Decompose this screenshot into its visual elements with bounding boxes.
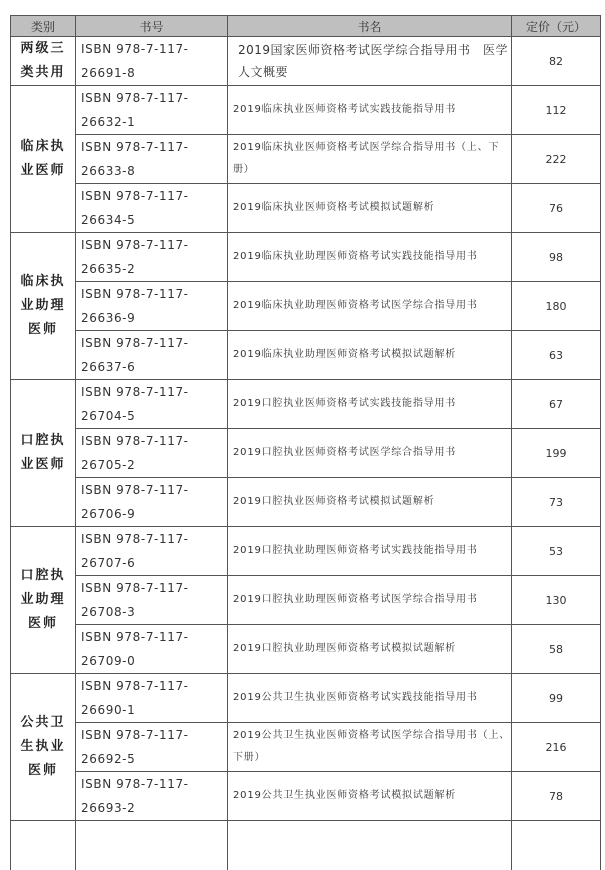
header-price: 定价（元）: [512, 16, 601, 37]
table-row: [11, 380, 601, 429]
isbn-cell: ISBN 978-7-117-26691-8: [76, 37, 228, 86]
price-cell: 222: [512, 135, 601, 184]
title-cell: 2019临床执业助理医师资格考试实践技能指导用书: [228, 233, 512, 282]
title-cell: 2019临床执业助理医师资格考试医学综合指导用书: [228, 282, 512, 331]
table-row: [11, 674, 601, 723]
title-cell: 2019口腔执业助理医师资格考试医学综合指导用书: [228, 576, 512, 625]
title-cell: 2019口腔执业助理医师资格考试模拟试题解析: [228, 625, 512, 674]
isbn-cell: ISBN 978-7-117-26690-1: [76, 674, 228, 723]
header-isbn: 书号: [76, 16, 228, 37]
price-cell: 130: [512, 576, 601, 625]
price-cell: 112: [512, 86, 601, 135]
category-cell: 临床执业助理医师: [11, 233, 76, 380]
title-cell: 2019临床执业医师资格考试实践技能指导用书: [228, 86, 512, 135]
table-row: [11, 576, 601, 625]
price-cell: 82: [512, 37, 601, 86]
title-cell: 2019公共卫生执业医师资格考试实践技能指导用书: [228, 674, 512, 723]
empty-cell: [512, 821, 601, 870]
table-row: [11, 625, 601, 674]
category-cell: 公共卫生执业医师: [11, 674, 76, 821]
isbn-cell: ISBN 978-7-117-26708-3: [76, 576, 228, 625]
table-row: [11, 772, 601, 821]
isbn-cell: ISBN 978-7-117-26636-9: [76, 282, 228, 331]
price-cell: 78: [512, 772, 601, 821]
price-cell: 180: [512, 282, 601, 331]
price-cell: 58: [512, 625, 601, 674]
isbn-cell: ISBN 978-7-117-26692-5: [76, 723, 228, 772]
header-title: 书名: [228, 16, 512, 37]
empty-cell: [11, 821, 76, 870]
title-cell: 2019口腔执业医师资格考试模拟试题解析: [228, 478, 512, 527]
isbn-cell: ISBN 978-7-117-26693-2: [76, 772, 228, 821]
title-cell: 2019临床执业医师资格考试模拟试题解析: [228, 184, 512, 233]
price-cell: 63: [512, 331, 601, 380]
table-row: [11, 723, 601, 772]
empty-cell: [228, 821, 512, 870]
isbn-cell: ISBN 978-7-117-26634-5: [76, 184, 228, 233]
table-body: [11, 37, 601, 870]
table-row-cut: [11, 821, 601, 870]
isbn-cell: ISBN 978-7-117-26635-2: [76, 233, 228, 282]
price-cell: 99: [512, 674, 601, 723]
table-row: [11, 233, 601, 282]
price-cell: 67: [512, 380, 601, 429]
title-cell: 2019临床执业医师资格考试医学综合指导用书（上、下册）: [228, 135, 512, 184]
table-row: [11, 135, 601, 184]
price-cell: 216: [512, 723, 601, 772]
title-cell: 2019临床执业助理医师资格考试模拟试题解析: [228, 331, 512, 380]
table-row: [11, 478, 601, 527]
table-row: [11, 86, 601, 135]
table-row: [11, 331, 601, 380]
category-cell: 口腔执业助理医师: [11, 527, 76, 674]
table-row: [11, 282, 601, 331]
header-category: 类别: [11, 16, 76, 37]
category-cell: 口腔执业医师: [11, 380, 76, 527]
table-row: [11, 527, 601, 576]
table-header-row: [11, 16, 601, 37]
table-row: [11, 429, 601, 478]
empty-cell: [76, 821, 228, 870]
price-cell: 98: [512, 233, 601, 282]
isbn-cell: ISBN 978-7-117-26704-5: [76, 380, 228, 429]
title-cell: 2019公共卫生执业医师资格考试模拟试题解析: [228, 772, 512, 821]
price-cell: 53: [512, 527, 601, 576]
title-cell: 2019国家医师资格考试医学综合指导用书 医学人文概要: [228, 37, 512, 86]
title-cell: 2019公共卫生执业医师资格考试医学综合指导用书（上、下册）: [228, 723, 512, 772]
isbn-cell: ISBN 978-7-117-26706-9: [76, 478, 228, 527]
book-price-table: [10, 15, 601, 870]
isbn-cell: ISBN 978-7-117-26705-2: [76, 429, 228, 478]
isbn-cell: ISBN 978-7-117-26633-8: [76, 135, 228, 184]
isbn-cell: ISBN 978-7-117-26632-1: [76, 86, 228, 135]
table-row: [11, 184, 601, 233]
title-cell: 2019口腔执业医师资格考试医学综合指导用书: [228, 429, 512, 478]
price-cell: 76: [512, 184, 601, 233]
isbn-cell: ISBN 978-7-117-26637-6: [76, 331, 228, 380]
price-cell: 73: [512, 478, 601, 527]
isbn-cell: ISBN 978-7-117-26707-6: [76, 527, 228, 576]
category-cell: 两级三类共用: [11, 37, 76, 86]
price-cell: 199: [512, 429, 601, 478]
title-cell: 2019口腔执业助理医师资格考试实践技能指导用书: [228, 527, 512, 576]
isbn-cell: ISBN 978-7-117-26709-0: [76, 625, 228, 674]
table-row: [11, 37, 601, 86]
title-cell: 2019口腔执业医师资格考试实践技能指导用书: [228, 380, 512, 429]
category-cell: 临床执业医师: [11, 86, 76, 233]
